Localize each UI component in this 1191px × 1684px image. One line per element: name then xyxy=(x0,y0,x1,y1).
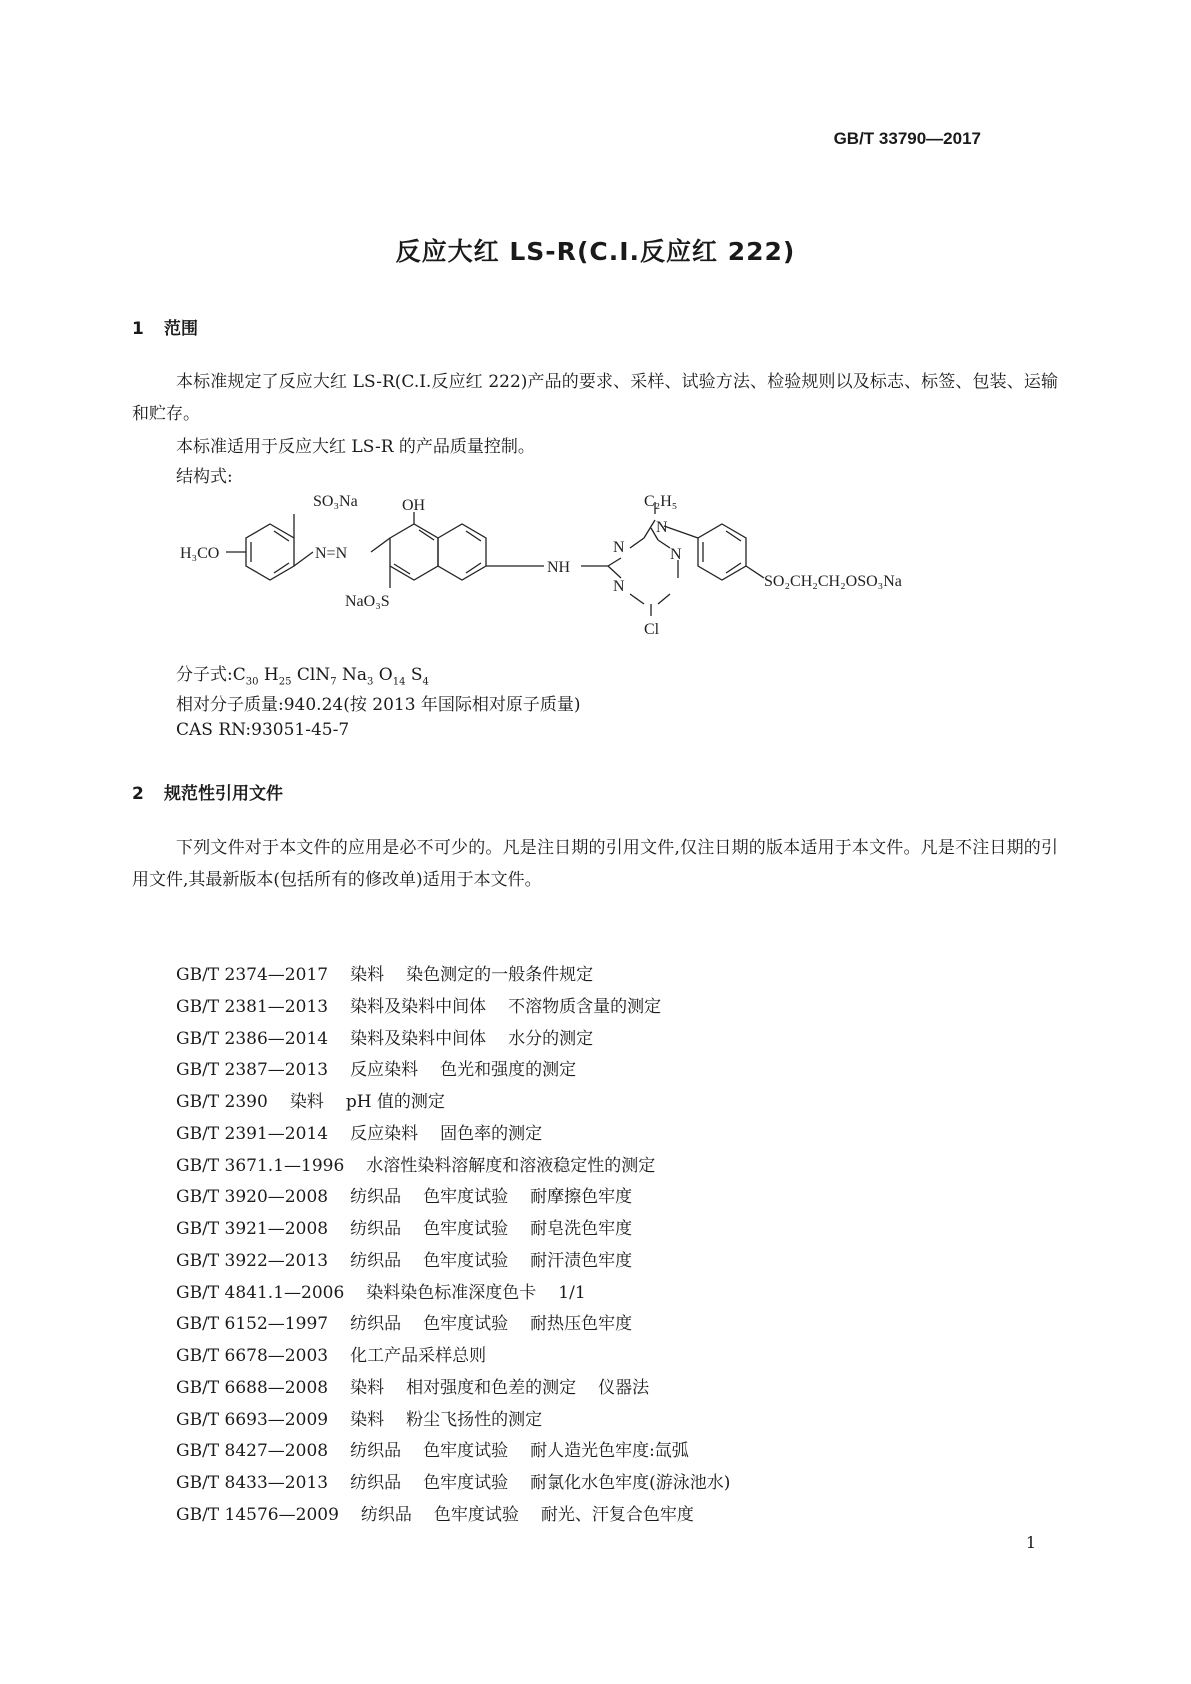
reference-title-part: 色牢度试验 xyxy=(423,1219,509,1239)
reference-code: GB/T 2390 xyxy=(176,1092,268,1112)
page-title: 反应大红 LS-R(C.I.反应红 222) xyxy=(395,237,796,266)
reference-code: GB/T 14576—2009 xyxy=(176,1504,339,1525)
triazine-n3: N xyxy=(613,578,625,595)
ethyl-group: C₂H₅ xyxy=(644,493,678,510)
reference-item xyxy=(176,1214,1056,1246)
section-number: 2 xyxy=(132,784,144,804)
reference-title-part: 纺织品 xyxy=(350,1187,402,1208)
reference-title-part: 染料 xyxy=(289,1092,324,1112)
reference-title-part: 耐热压色牢度 xyxy=(530,1314,633,1335)
reference-title-part: 染料及染料中间体 xyxy=(350,1028,487,1049)
reference-title-part: 纺织品 xyxy=(350,1473,402,1493)
reference-code: GB/T 2386—2014 xyxy=(176,1028,329,1049)
chloro-group: Cl xyxy=(644,621,660,638)
reference-code: GB/T 2391—2014 xyxy=(176,1123,329,1144)
reference-title-part: 纺织品 xyxy=(350,1250,402,1271)
methoxy-group: H₃CO xyxy=(180,545,220,562)
sulfonate-top: SO₃Na xyxy=(313,493,358,510)
reference-title-part: 1/1 xyxy=(558,1282,586,1303)
reference-item xyxy=(176,1500,1056,1532)
reference-title-part: 染料染色标准深度色卡 xyxy=(366,1282,537,1303)
reference-item xyxy=(176,1373,1056,1405)
reference-title-part: 耐氯化水色牢度(游泳池水) xyxy=(530,1473,731,1493)
reference-title-part: 相对强度和色差的测定 xyxy=(406,1377,577,1398)
reference-title-part: 色牢度试验 xyxy=(433,1504,519,1525)
reference-code: GB/T 3920—2008 xyxy=(176,1187,329,1208)
azo-linkage: N=N xyxy=(315,545,348,562)
reference-title-part: 仪器法 xyxy=(598,1377,650,1398)
reference-code: GB/T 6678—2003 xyxy=(176,1346,329,1366)
reference-title-part: 水分的测定 xyxy=(508,1028,594,1049)
scope-paragraph: 本标准规定了反应大红 LS-R(C.I.反应红 222)产品的要求、采样、试验方法、检验规则以及标志、标签、包装、运输和贮存。 xyxy=(132,372,1058,424)
reference-code: GB/T 8427—2008 xyxy=(176,1441,329,1462)
reference-title-part: 染料及染料中间体 xyxy=(350,996,487,1017)
reference-title-part: 反应染料 xyxy=(350,1060,419,1081)
references-intro: 下列文件对于本文件的应用是必不可少的。凡是注日期的引用文件,仅注日期的版本适用于本文件。凡是不注日期的引用文件,其最新版本(包括所有的修改单)适用于本文件。 xyxy=(132,838,1058,890)
reference-code: GB/T 8433—2013 xyxy=(176,1473,329,1493)
reference-code: GB/T 6693—2009 xyxy=(176,1409,329,1430)
reference-title-part: 耐摩擦色牢度 xyxy=(530,1187,633,1208)
reference-title-part: 固色率的测定 xyxy=(440,1123,543,1144)
reference-item xyxy=(176,1278,1056,1310)
section-1-heading xyxy=(132,314,198,339)
reference-title-part: 耐人造光色牢度:氙弧 xyxy=(530,1441,689,1462)
standard-code: GB/T 33790—2017 xyxy=(833,129,981,148)
reference-item xyxy=(176,1341,1056,1373)
reference-title-part: 化工产品采样总则 xyxy=(350,1346,487,1366)
reference-item xyxy=(176,992,1056,1024)
reference-item xyxy=(176,960,1056,992)
reference-item xyxy=(176,1436,1056,1468)
reference-code: GB/T 2387—2013 xyxy=(176,1060,329,1081)
section-2-heading xyxy=(132,779,283,804)
reference-title-part: 染料 xyxy=(350,1377,385,1398)
reference-title-part: 染料 xyxy=(350,1409,385,1430)
reference-item xyxy=(176,1468,1056,1500)
triazine-n1: N xyxy=(613,539,625,556)
reference-item xyxy=(176,1151,1056,1183)
reference-code: GB/T 4841.1—2006 xyxy=(176,1282,345,1303)
reference-item xyxy=(176,1024,1056,1056)
tertiary-amine: N xyxy=(656,519,668,536)
reference-item xyxy=(176,1309,1056,1341)
amine-linkage: NH xyxy=(547,559,571,576)
reference-title-part: 色牢度试验 xyxy=(423,1187,509,1208)
formula-label: 分子式: xyxy=(176,665,233,685)
reference-title-part: 耐光、汗复合色牢度 xyxy=(540,1504,694,1525)
reference-code: GB/T 2374—2017 xyxy=(176,965,329,985)
reference-item xyxy=(176,1119,1056,1151)
reference-title-part: pH 值的测定 xyxy=(345,1092,445,1112)
section-title: 范围 xyxy=(164,319,198,339)
hydroxyl-group: OH xyxy=(402,497,426,514)
sulfonate-bottom: NaO₃S xyxy=(345,593,390,610)
reference-item xyxy=(176,1182,1056,1214)
reference-title-part: 色牢度试验 xyxy=(423,1441,509,1462)
structural-formula xyxy=(170,480,950,650)
reference-title-part: 反应染料 xyxy=(350,1123,419,1144)
reference-title-part: 色牢度试验 xyxy=(423,1314,509,1335)
reference-title-part: 纺织品 xyxy=(360,1504,412,1525)
reference-title-part: 染料 xyxy=(350,965,385,985)
molecular-formula: 分子式$:C_{30}$ $H_{25}$ ClN$_7$ $Na_3$ $O_{14}$ $S_4$ xyxy=(176,665,429,688)
reference-title-part: 色牢度试验 xyxy=(423,1250,509,1271)
reference-title-part: 纺织品 xyxy=(350,1219,402,1239)
reference-title-part: 纺织品 xyxy=(350,1314,402,1335)
structure-label: 结构式: xyxy=(176,467,233,487)
reference-item xyxy=(176,1087,1056,1119)
triazine-n2: N xyxy=(670,546,682,563)
reference-code: GB/T 6152—1997 xyxy=(176,1314,329,1335)
reference-title-part: 粉尘飞扬性的测定 xyxy=(406,1409,543,1430)
reference-title-part: 不溶物质含量的测定 xyxy=(508,996,662,1017)
reference-list xyxy=(176,960,1056,1532)
reference-title-part: 耐皂洗色牢度 xyxy=(530,1219,633,1239)
reference-title-part: 染色测定的一般条件规定 xyxy=(406,965,594,985)
reference-item xyxy=(176,1055,1056,1087)
sulfone-chain: SO₂CH₂CH₂OSO₃Na xyxy=(764,573,902,590)
reference-code: GB/T 6688—2008 xyxy=(176,1377,329,1398)
reference-title-part: 纺织品 xyxy=(350,1441,402,1462)
reference-title-part: 耐汗渍色牢度 xyxy=(530,1250,633,1271)
reference-title-part: 水溶性染料溶解度和溶液稳定性的测定 xyxy=(366,1155,656,1176)
reference-code: GB/T 3922—2013 xyxy=(176,1250,329,1271)
reference-code: GB/T 3921—2008 xyxy=(176,1219,329,1239)
reference-code: GB/T 3671.1—1996 xyxy=(176,1155,345,1176)
reference-code: GB/T 2381—2013 xyxy=(176,996,329,1017)
molecular-mass: 相对分子质量:940.24(按 2013 年国际相对原子质量) xyxy=(176,695,581,715)
section-title: 规范性引用文件 xyxy=(164,784,283,804)
scope-applicability: 本标准适用于反应大红 LS-R 的产品质量控制。 xyxy=(176,437,535,457)
reference-title-part: 色牢度试验 xyxy=(423,1473,509,1493)
reference-item xyxy=(176,1246,1056,1278)
reference-title-part: 色光和强度的测定 xyxy=(440,1060,577,1081)
reference-item xyxy=(176,1405,1056,1437)
page-number: 1 xyxy=(1025,1533,1036,1552)
section-number: 1 xyxy=(132,319,144,339)
cas-number: CAS RN:93051-45-7 xyxy=(176,720,350,740)
